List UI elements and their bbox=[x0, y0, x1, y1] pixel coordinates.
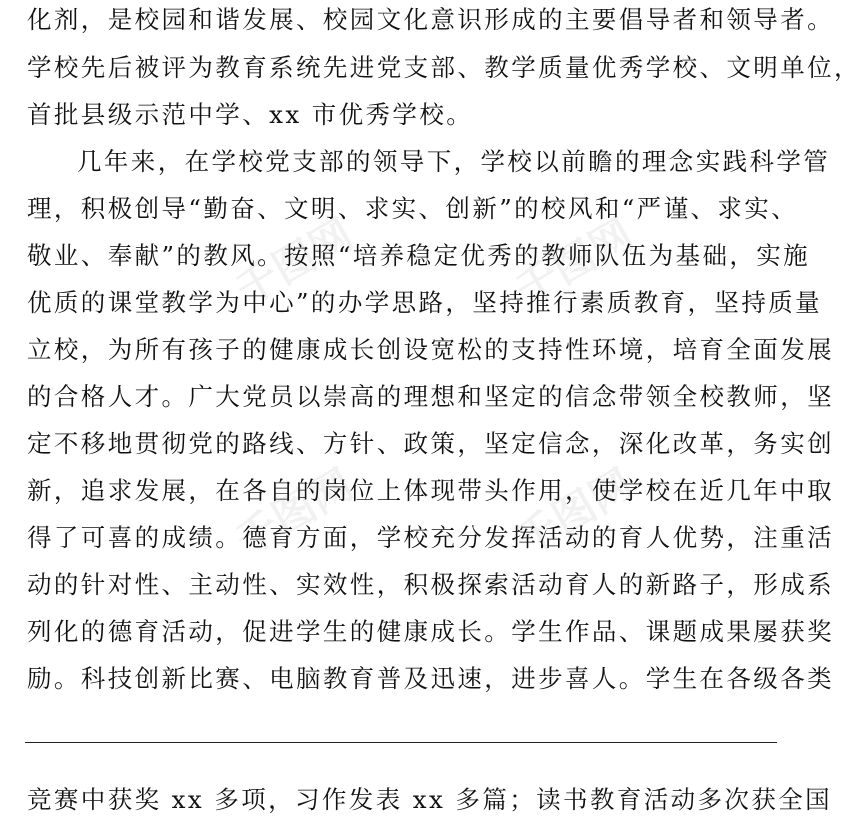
watermark: 千图网 bbox=[227, 459, 362, 565]
page-break-divider bbox=[25, 742, 777, 743]
text-line: 学校先后被评为教育系统先进党支部、教学质量优秀学校、文明单位， bbox=[27, 53, 861, 82]
paragraph-start-line: 几年来，在学校党支部的领导下，学校以前瞻的理念实践科学管 bbox=[77, 147, 831, 176]
watermark: 千图网 bbox=[507, 209, 642, 315]
text-line: 敬业、奉献”的教风。按照“培养稳定优秀的教师队伍为基础，实施 bbox=[27, 241, 811, 270]
text-line: 立校，为所有孩子的健康成长创设宽松的支持性环境，培育全面发展 bbox=[27, 335, 834, 364]
text-line: 的合格人才。广大党员以崇高的理想和坚定的信念带领全校教师，坚 bbox=[27, 382, 834, 411]
text-line: 励。科技创新比赛、电脑教育普及迅速，进步喜人。学生在各级各类 bbox=[27, 664, 834, 693]
watermark: 千图网 bbox=[227, 209, 362, 315]
text-line: 得了可喜的成绩。德育方面，学校充分发挥活动的育人优势，注重活 bbox=[27, 523, 834, 552]
text-line: 新，追求发展，在各自的岗位上体现带头作用，使学校在近几年中取 bbox=[27, 476, 834, 505]
watermark: 千图网 bbox=[507, 459, 642, 565]
text-line: 优质的课堂教学为中心”的办学思路，坚持推行素质教育，坚持质量 bbox=[27, 288, 823, 317]
text-line: 动的针对性、主动性、实效性，积极探索活动育人的新路子，形成系 bbox=[27, 570, 834, 599]
text-line: 理，积极创导“勤奋、文明、求实、创新”的校风和“严谨、求实、 bbox=[27, 194, 799, 223]
text-line: 列化的德育活动，促进学生的健康成长。学生作品、课题成果屡获奖 bbox=[27, 617, 834, 646]
text-line: 化剂，是校园和谐发展、校园文化意识形成的主要倡导者和领导者。 bbox=[27, 5, 834, 34]
text-line: 定不移地贯彻党的路线、方针、政策，坚定信念，深化改革，务实创 bbox=[27, 429, 834, 458]
document-body bbox=[27, 0, 861, 702]
text-line: 首批县级示范中学、xx 市优秀学校。 bbox=[27, 100, 474, 129]
next-page-text-line: 竞赛中获奖 xx 多项，习作发表 xx 多篇；读书教育活动多次获全国 bbox=[27, 785, 833, 814]
